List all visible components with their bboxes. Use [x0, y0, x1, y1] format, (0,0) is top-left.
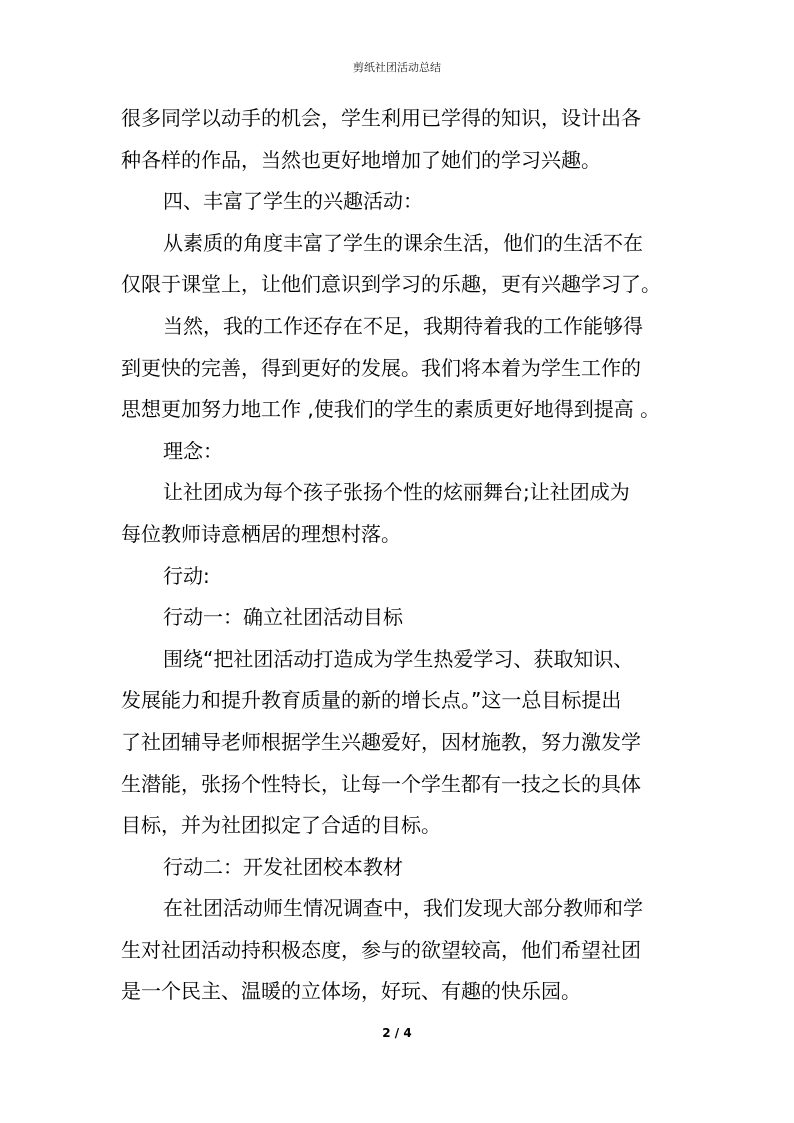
- paragraph-line: 仅限于课堂上，让他们意识到学习的乐趣，更有兴趣学习了。: [121, 272, 661, 297]
- paragraph-line: 当然，我的工作还存在不足，我期待着我的工作能够得: [163, 313, 643, 338]
- paragraph-line: 是一个民主、温暖的立体场，好玩、有趣的快乐园。: [121, 979, 581, 1004]
- section-heading: 行动二：开发社团校本教材: [163, 854, 403, 879]
- paragraph-line: 到更快的完善，得到更好的发展。我们将本着为学生工作的: [121, 355, 641, 380]
- paragraph-line: 种各样的作品，当然也更好地增加了她们的学习兴趣。: [121, 147, 601, 172]
- page-header-title: 剪纸社团活动总结: [353, 61, 441, 74]
- document-body: [121, 98, 687, 1013]
- section-heading: 理念：: [163, 438, 223, 463]
- paragraph-line: 围绕“把社团活动打造成为学生热爱学习、获取知识、: [163, 646, 634, 671]
- paragraph-line: 生对社团活动持积极态度，参与的欲望较高，他们希望社团: [121, 937, 641, 962]
- paragraph-line: 生潜能，张扬个性特长，让每一个学生都有一技之长的具体: [121, 771, 641, 796]
- paragraph-line: 每位教师诗意栖居的理想村落。: [121, 521, 401, 546]
- paragraph-line: 很多同学以动手的机会，学生利用已学得的知识，设计出各: [121, 106, 641, 130]
- paragraph-line: 了社团辅导老师根据学生兴趣爱好，因材施教，努力激发学: [121, 729, 641, 754]
- paragraph-line: 在社团活动师生情况调查中，我们发现大部分教师和学: [163, 896, 643, 921]
- paragraph-line: 发展能力和提升教育质量的新的增长点。”这一总目标提出: [121, 688, 622, 713]
- paragraph-line: 从素质的角度丰富了学生的课余生活，他们的生活不在: [163, 230, 643, 255]
- paragraph-line: 让社团成为每个孩子张扬个性的炫丽舞台;让社团成为: [163, 480, 630, 505]
- section-heading: 行动一：确立社团活动目标: [163, 605, 403, 630]
- section-heading: 四、丰富了学生的兴趣活动：: [163, 189, 423, 214]
- section-heading: 行动:: [163, 563, 210, 588]
- page-number: 2 / 4: [382, 1026, 412, 1040]
- paragraph-line: 思想更加努力地工作 ,使我们的学生的素质更好地得到提高 。: [121, 397, 661, 422]
- paragraph-line: 目标，并为社团拟定了合适的目标。: [121, 813, 441, 838]
